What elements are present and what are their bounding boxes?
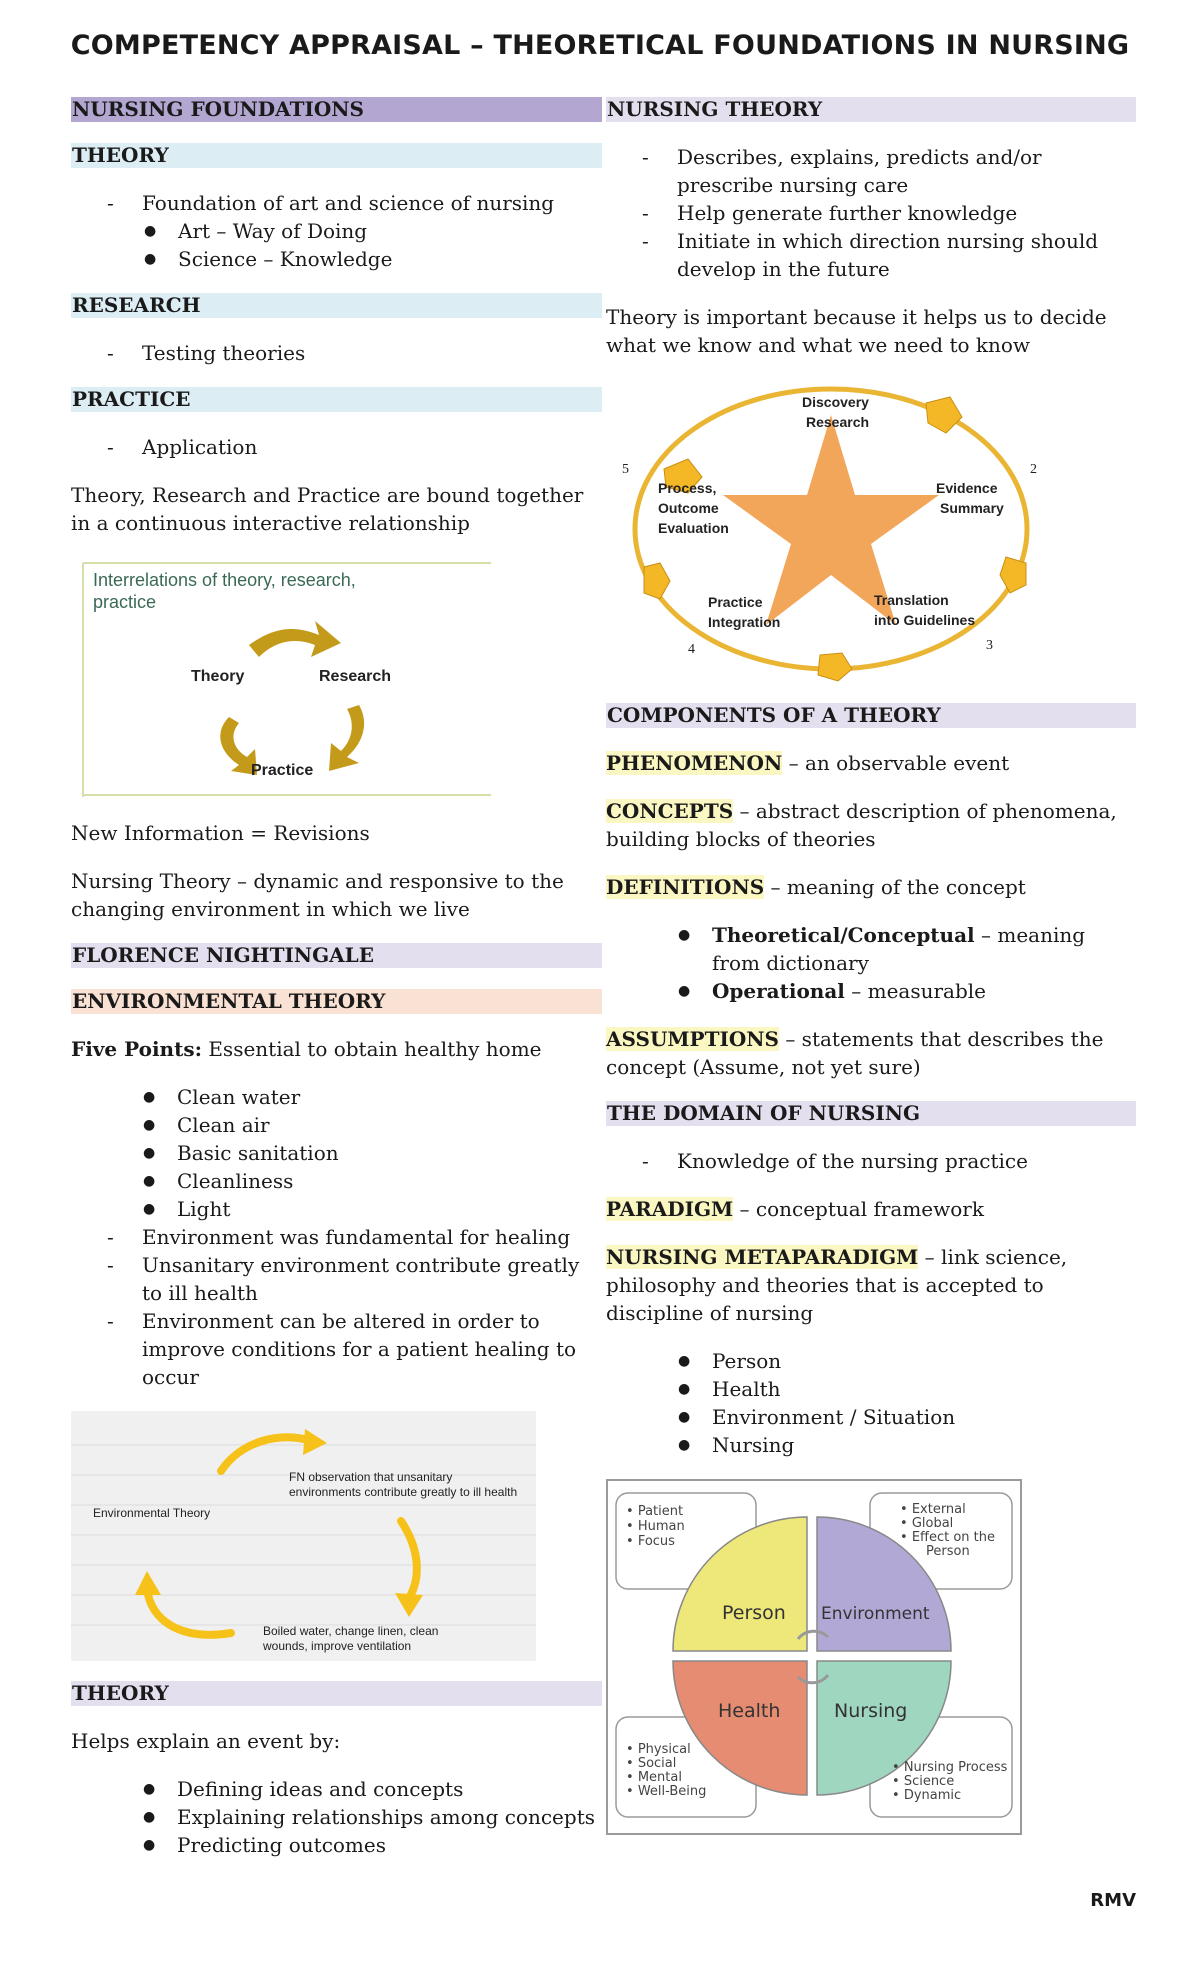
health-label: Health [718,1700,781,1722]
practice-list [71,433,602,461]
discovery-label-2: Research [806,414,870,430]
research-list [71,339,602,367]
nursing-label: Nursing [834,1700,908,1722]
definitions-list [606,921,1136,1005]
list-item: - Testing theories [71,339,602,367]
list-item: - Unsanitary environment contribute greatly to ill health [71,1251,602,1307]
note-mental: • Mental [626,1770,682,1785]
concepts-text: CONCEPTS – abstract description of phenomena, building blocks of theories [606,799,1117,851]
metaparadigm-diagram [606,1479,1022,1835]
list-item: - Help generate further knowledge [606,199,1136,227]
list-item: ● Health [606,1375,1136,1403]
star-model-diagram [606,377,1051,687]
heading-theory: THEORY [71,143,602,168]
note-external: • External [900,1502,966,1517]
note-person: Person [926,1544,970,1559]
note-dynamic: • Dynamic [892,1788,962,1803]
practice-integration-label-2: Integration [708,614,781,630]
list-item: ● Theoretical/Conceptual – meaning from dictionary [606,921,1136,977]
person-label: Person [722,1602,786,1624]
practice-label: Practice [251,762,314,779]
heading-florence: FLORENCE NIGHTINGALE [71,943,602,968]
list-item: ● Explaining relationships among concepts [71,1803,602,1831]
note-global: • Global [900,1516,954,1531]
theory-list [71,189,602,273]
metaparadigm-list [606,1347,1136,1459]
list-item: ● Environment / Situation [606,1403,1136,1431]
right-column [606,97,1136,1855]
fn-observation-label: FN observation that unsanitary [289,1470,453,1484]
domain-list [606,1147,1136,1175]
heading-practice: PRACTICE [71,387,602,412]
heading-nursing-theory: NURSING THEORY [606,97,1136,122]
note-physical: • Physical [626,1742,691,1757]
note-focus: • Focus [626,1534,675,1549]
dynamic-text: Nursing Theory – dynamic and responsive to the changing environment in which we live [71,869,564,921]
note-nursing-process: • Nursing Process [892,1760,1008,1775]
practice-integration-label: Practice [708,594,763,610]
note-human: • Human [626,1519,685,1534]
pentagon-icon [644,563,670,599]
evidence-label: Evidence [936,480,998,496]
metaparadigm-figure [606,1479,1136,1835]
step-number: 3 [986,638,993,653]
definitions-text: DEFINITIONS – meaning of the concept [606,875,1026,899]
theory-label: Theory [191,668,245,685]
fn-observation-label-2: environments contribute greatly to ill health [289,1485,518,1499]
env-theory-label: Environmental Theory [93,1506,211,1520]
section-nursing-foundations: NURSING FOUNDATIONS [71,97,602,122]
env-list [71,1223,602,1391]
note-patient: • Patient [626,1504,684,1519]
translation-label: Translation [874,592,949,608]
environment-label: Environment [821,1604,930,1624]
list-item: - Foundation of art and science of nursing ● Art – Way of Doing ● Science – Knowledge [71,189,602,273]
list-item: ● Predicting outcomes [71,1831,602,1859]
metaparadigm-text: NURSING METAPARADIGM – link science, philosophy and theories that is accepted to discipline of nursing [606,1245,1068,1325]
note-effect: • Effect on the [900,1530,996,1545]
list-item: - Describes, explains, predicts and/or prescribe nursing care [606,143,1136,199]
nursing-theory-list [606,143,1136,283]
assumptions-text: ASSUMPTIONS – statements that describes the concept (Assume, not yet sure) [606,1027,1104,1079]
figure-title: Interrelations of theory, research, [93,570,356,590]
list-item: ● Person [606,1347,1136,1375]
process-label-2: Outcome [658,500,719,516]
boiled-water-label: Boiled water, change linen, clean [263,1624,439,1638]
interrelations-figure [79,557,602,799]
five-points-list [71,1083,602,1223]
five-points-text: Five Points: Essential to obtain healthy home [71,1037,542,1061]
evidence-label-2: Summary [940,500,1004,516]
list-item: ● Nursing [606,1431,1136,1459]
list-item: - Environment can be altered in order to improve conditions for a patient healing to occur [71,1307,602,1391]
helps-list [71,1775,602,1859]
footer-initials: RMV [1090,1890,1136,1911]
list-item: - Initiate in which direction nursing should develop in the future [606,227,1136,283]
interrelations-diagram [79,557,499,799]
list-item: ● Operational – measurable [606,977,1136,1005]
heading-domain: THE DOMAIN OF NURSING [606,1101,1136,1126]
phenomenon-text: PHENOMENON – an observable event [606,751,1010,775]
star-model-figure [606,377,1136,687]
list-item: - Application [71,433,602,461]
pentagon-icon [926,397,962,433]
list-item: ● Defining ideas and concepts [71,1775,602,1803]
list-item: ● Cleanliness [71,1167,602,1195]
environmental-figure [71,1411,602,1661]
research-label: Research [319,668,392,685]
heading-theory-2: THEORY [71,1681,602,1706]
note-wellbeing: • Well-Being [626,1784,707,1799]
step-number: 4 [688,642,695,657]
figure-title-2: practice [93,592,157,612]
heading-components: COMPONENTS OF A THEORY [606,703,1136,728]
environmental-diagram [71,1411,536,1661]
page-title: COMPETENCY APPRAISAL – THEORETICAL FOUNDATIONS IN NURSING [70,30,1130,61]
pentagon-icon [1000,557,1026,593]
list-item: ● Clean water [71,1083,602,1111]
process-label: Process, [658,480,717,496]
note-social: • Social [626,1756,677,1771]
list-item: ● Clean air [71,1111,602,1139]
note-science: • Science [892,1774,955,1789]
step-number: 2 [1030,462,1037,477]
left-column [71,97,602,1879]
heading-research: RESEARCH [71,293,602,318]
process-label-3: Evaluation [658,520,729,536]
heading-env-theory: ENVIRONMENTAL THEORY [71,989,602,1014]
list-item: ● Art – Way of Doing [142,217,602,245]
helps-text: Helps explain an event by: [71,1729,341,1753]
step-number: 5 [622,462,629,477]
discovery-label: Discovery [802,394,869,410]
list-item: ● Basic sanitation [71,1139,602,1167]
list-item: ● Science – Knowledge [142,245,602,273]
list-item: - Environment was fundamental for healing [71,1223,602,1251]
boiled-water-label-2: wounds, improve ventilation [263,1639,412,1653]
list-item: - Knowledge of the nursing practice [606,1147,1136,1175]
list-item: ● Light [71,1195,602,1223]
new-info-text: New Information = Revisions [71,821,370,845]
important-text: Theory is important because it helps us to decide what we know and what we need to know [606,305,1107,357]
translation-label-2: into Guidelines [874,612,976,628]
bound-text: Theory, Research and Practice are bound together in a continuous interactive relationship [71,483,584,535]
pentagon-icon [818,653,852,681]
paradigm-text: PARADIGM – conceptual framework [606,1197,984,1221]
